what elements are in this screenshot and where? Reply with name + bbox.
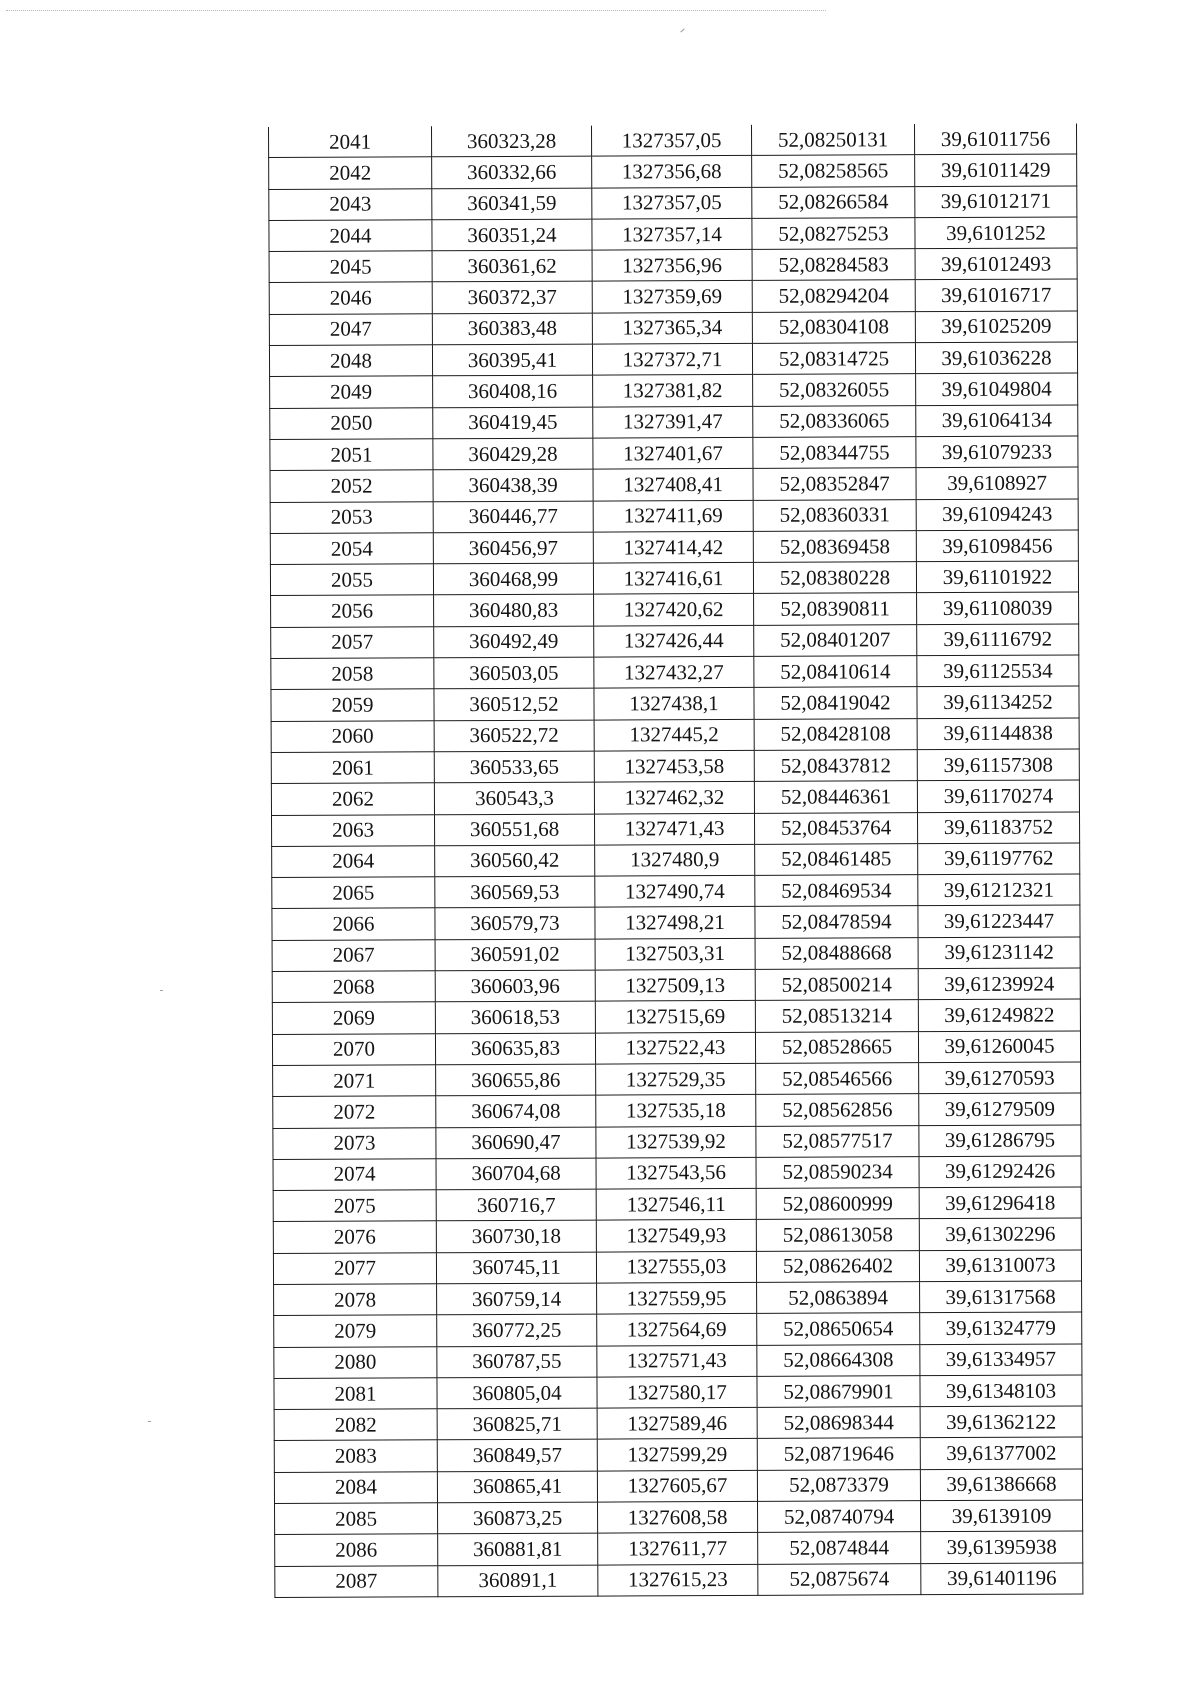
point-number-cell: 2048 xyxy=(269,345,432,377)
longitude-cell: 39,61012493 xyxy=(915,248,1077,280)
table-row xyxy=(274,1406,1082,1441)
y-coordinate-cell: 1327462,32 xyxy=(594,782,754,814)
scan-top-edge-line xyxy=(6,10,826,11)
scan-side-mark xyxy=(160,990,163,991)
y-coordinate-cell: 1327490,74 xyxy=(595,876,755,908)
latitude-cell: 52,08437812 xyxy=(754,750,917,782)
point-number-cell: 2062 xyxy=(271,783,434,815)
longitude-cell: 39,61279509 xyxy=(919,1093,1081,1125)
point-number-cell: 2069 xyxy=(272,1002,435,1034)
x-coordinate-cell: 360865,41 xyxy=(437,1471,597,1503)
longitude-cell: 39,61395938 xyxy=(921,1531,1083,1563)
latitude-cell: 52,08577517 xyxy=(756,1125,919,1157)
longitude-cell: 39,61286795 xyxy=(919,1124,1081,1156)
y-coordinate-cell: 1327589,46 xyxy=(597,1408,757,1440)
x-coordinate-cell: 360456,97 xyxy=(433,532,593,564)
point-number-cell: 2081 xyxy=(274,1378,437,1410)
point-number-cell: 2054 xyxy=(270,533,433,565)
table-row xyxy=(274,1375,1082,1410)
table-row xyxy=(274,1312,1082,1347)
x-coordinate-cell: 360591,02 xyxy=(435,939,595,971)
latitude-cell: 52,08360331 xyxy=(753,499,916,531)
latitude-cell: 52,08590234 xyxy=(756,1156,919,1188)
y-coordinate-cell: 1327401,67 xyxy=(593,437,753,469)
longitude-cell: 39,61049804 xyxy=(916,373,1078,405)
table-row xyxy=(272,905,1080,940)
longitude-cell: 39,61239924 xyxy=(918,968,1080,1000)
longitude-cell: 39,61094243 xyxy=(916,499,1078,531)
point-number-cell: 2071 xyxy=(273,1065,436,1097)
point-number-cell: 2066 xyxy=(272,908,435,940)
point-number-cell: 2074 xyxy=(273,1159,436,1191)
y-coordinate-cell: 1327357,05 xyxy=(591,125,751,156)
table-row xyxy=(269,186,1077,221)
x-coordinate-cell: 360569,53 xyxy=(435,876,595,908)
x-coordinate-cell: 360716,7 xyxy=(436,1189,596,1221)
table-row xyxy=(269,342,1077,377)
point-number-cell: 2058 xyxy=(271,658,434,690)
x-coordinate-cell: 360579,73 xyxy=(435,908,595,940)
latitude-cell: 52,08500214 xyxy=(755,969,918,1001)
latitude-cell: 52,08719646 xyxy=(757,1438,920,1470)
point-number-cell: 2060 xyxy=(271,720,434,752)
longitude-cell: 39,61157308 xyxy=(917,749,1079,781)
table-row xyxy=(269,248,1077,283)
longitude-cell: 39,61296418 xyxy=(919,1187,1081,1219)
table-row xyxy=(271,780,1079,815)
y-coordinate-cell: 1327372,71 xyxy=(592,343,752,375)
y-coordinate-cell: 1327356,68 xyxy=(592,156,752,188)
y-coordinate-cell: 1327559,95 xyxy=(597,1282,757,1314)
y-coordinate-cell: 1327445,2 xyxy=(594,719,754,751)
longitude-cell: 39,61292426 xyxy=(919,1156,1081,1188)
x-coordinate-cell: 360446,77 xyxy=(433,501,593,533)
point-number-cell: 2068 xyxy=(272,971,435,1003)
latitude-cell: 52,08284583 xyxy=(752,249,915,281)
point-number-cell: 2079 xyxy=(274,1315,437,1347)
y-coordinate-cell: 1327580,17 xyxy=(597,1376,757,1408)
y-coordinate-cell: 1327414,42 xyxy=(593,531,753,563)
y-coordinate-cell: 1327357,14 xyxy=(592,218,752,250)
longitude-cell: 39,61260045 xyxy=(918,1031,1080,1063)
table-row xyxy=(270,561,1078,596)
coordinates-table-body xyxy=(269,123,1083,1597)
y-coordinate-cell: 1327426,44 xyxy=(594,625,754,657)
latitude-cell: 52,08294204 xyxy=(752,280,915,312)
table-row xyxy=(270,499,1078,534)
latitude-cell: 52,08419042 xyxy=(754,687,917,719)
y-coordinate-cell: 1327411,69 xyxy=(593,500,753,532)
table-row xyxy=(273,1124,1081,1159)
x-coordinate-cell: 360372,37 xyxy=(432,282,592,314)
y-coordinate-cell: 1327608,58 xyxy=(598,1501,758,1533)
x-coordinate-cell: 360512,52 xyxy=(434,688,594,720)
latitude-cell: 52,08401207 xyxy=(754,624,917,656)
x-coordinate-cell: 360635,83 xyxy=(435,1033,595,1065)
x-coordinate-cell: 360603,96 xyxy=(435,970,595,1002)
x-coordinate-cell: 360351,24 xyxy=(432,219,592,251)
y-coordinate-cell: 1327611,77 xyxy=(598,1533,758,1565)
point-number-cell: 2084 xyxy=(274,1472,437,1504)
table-row xyxy=(273,1156,1081,1191)
latitude-cell: 52,08410614 xyxy=(754,656,917,688)
x-coordinate-cell: 360881,81 xyxy=(438,1533,598,1565)
scan-speck xyxy=(680,29,684,33)
longitude-cell: 39,61324779 xyxy=(920,1312,1082,1344)
x-coordinate-cell: 360655,86 xyxy=(436,1064,596,1096)
y-coordinate-cell: 1327529,35 xyxy=(596,1063,756,1095)
y-coordinate-cell: 1327365,34 xyxy=(592,312,752,344)
point-number-cell: 2061 xyxy=(271,752,434,784)
table-row xyxy=(270,405,1078,440)
table-row xyxy=(274,1437,1082,1472)
point-number-cell: 2046 xyxy=(269,282,432,314)
longitude-cell: 39,61144838 xyxy=(917,718,1079,750)
point-number-cell: 2072 xyxy=(273,1096,436,1128)
point-number-cell: 2075 xyxy=(273,1190,436,1222)
latitude-cell: 52,08679901 xyxy=(757,1376,920,1408)
longitude-cell: 39,61249822 xyxy=(918,999,1080,1031)
point-number-cell: 2051 xyxy=(270,439,433,471)
point-number-cell: 2064 xyxy=(272,846,435,878)
longitude-cell: 39,61334957 xyxy=(920,1344,1082,1376)
longitude-cell: 39,61317568 xyxy=(920,1281,1082,1313)
point-number-cell: 2053 xyxy=(270,501,433,533)
longitude-cell: 39,61011756 xyxy=(914,123,1076,155)
latitude-cell: 52,08488668 xyxy=(755,937,918,969)
x-coordinate-cell: 360383,48 xyxy=(432,313,592,345)
y-coordinate-cell: 1327599,29 xyxy=(597,1439,757,1471)
longitude-cell: 39,61170274 xyxy=(917,780,1079,812)
latitude-cell: 52,0875674 xyxy=(758,1563,921,1595)
latitude-cell: 52,08613058 xyxy=(756,1219,919,1251)
y-coordinate-cell: 1327356,96 xyxy=(592,250,752,282)
table-row xyxy=(270,373,1078,408)
longitude-cell: 39,61011429 xyxy=(915,154,1077,186)
y-coordinate-cell: 1327535,18 xyxy=(596,1095,756,1127)
latitude-cell: 52,08546566 xyxy=(756,1063,919,1095)
x-coordinate-cell: 360522,72 xyxy=(434,720,594,752)
latitude-cell: 52,08250131 xyxy=(751,124,914,156)
latitude-cell: 52,08478594 xyxy=(755,906,918,938)
point-number-cell: 2082 xyxy=(274,1409,437,1441)
x-coordinate-cell: 360480,83 xyxy=(434,595,594,627)
y-coordinate-cell: 1327416,61 xyxy=(593,563,753,595)
latitude-cell: 52,08626402 xyxy=(756,1250,919,1282)
table-row xyxy=(272,1031,1080,1066)
table-row xyxy=(270,436,1078,471)
point-number-cell: 2083 xyxy=(274,1440,437,1472)
point-number-cell: 2047 xyxy=(269,314,432,346)
y-coordinate-cell: 1327391,47 xyxy=(593,406,753,438)
x-coordinate-cell: 360551,68 xyxy=(435,814,595,846)
x-coordinate-cell: 360543,3 xyxy=(434,782,594,814)
y-coordinate-cell: 1327453,58 xyxy=(594,750,754,782)
y-coordinate-cell: 1327471,43 xyxy=(594,813,754,845)
table-row xyxy=(270,530,1078,565)
point-number-cell: 2070 xyxy=(272,1033,435,1065)
latitude-cell: 52,08650654 xyxy=(757,1313,920,1345)
x-coordinate-cell: 360759,14 xyxy=(437,1283,597,1315)
table-row xyxy=(271,624,1079,659)
longitude-cell: 39,61386668 xyxy=(920,1469,1082,1501)
x-coordinate-cell: 360341,59 xyxy=(432,188,592,220)
point-number-cell: 2045 xyxy=(269,251,432,283)
x-coordinate-cell: 360503,05 xyxy=(434,657,594,689)
latitude-cell: 52,08258565 xyxy=(752,155,915,187)
point-number-cell: 2067 xyxy=(272,939,435,971)
latitude-cell: 52,08266584 xyxy=(752,186,915,218)
table-row xyxy=(271,718,1079,753)
latitude-cell: 52,08528665 xyxy=(755,1031,918,1063)
x-coordinate-cell: 360533,65 xyxy=(434,751,594,783)
point-number-cell: 2078 xyxy=(274,1284,437,1316)
longitude-cell: 39,6108927 xyxy=(916,467,1078,499)
point-number-cell: 2073 xyxy=(273,1127,436,1159)
x-coordinate-cell: 360825,71 xyxy=(437,1408,597,1440)
table-row xyxy=(271,686,1079,721)
latitude-cell: 52,08698344 xyxy=(757,1407,920,1439)
x-coordinate-cell: 360690,47 xyxy=(436,1127,596,1159)
y-coordinate-cell: 1327498,21 xyxy=(595,907,755,939)
point-number-cell: 2063 xyxy=(272,814,435,846)
table-row xyxy=(269,154,1077,189)
latitude-cell: 52,08380228 xyxy=(753,562,916,594)
point-number-cell: 2085 xyxy=(275,1503,438,1535)
table-row xyxy=(275,1531,1083,1566)
latitude-cell: 52,08664308 xyxy=(757,1344,920,1376)
longitude-cell: 39,61101922 xyxy=(916,561,1078,593)
latitude-cell: 52,08428108 xyxy=(754,718,917,750)
x-coordinate-cell: 360849,57 xyxy=(437,1440,597,1472)
point-number-cell: 2041 xyxy=(269,126,432,158)
table-row xyxy=(272,999,1080,1034)
x-coordinate-cell: 360805,04 xyxy=(437,1377,597,1409)
point-number-cell: 2077 xyxy=(273,1252,436,1284)
latitude-cell: 52,08275253 xyxy=(752,218,915,250)
document-page xyxy=(268,123,1082,1597)
y-coordinate-cell: 1327381,82 xyxy=(593,375,753,407)
table-row xyxy=(269,279,1077,314)
point-number-cell: 2044 xyxy=(269,220,432,252)
scan-side-mark xyxy=(148,1421,151,1422)
longitude-cell: 39,61012171 xyxy=(915,186,1077,218)
x-coordinate-cell: 360787,55 xyxy=(437,1346,597,1378)
point-number-cell: 2043 xyxy=(269,188,432,220)
point-number-cell: 2052 xyxy=(270,470,433,502)
table-row xyxy=(272,968,1080,1003)
point-number-cell: 2050 xyxy=(270,407,433,439)
longitude-cell: 39,61302296 xyxy=(919,1218,1081,1250)
longitude-cell: 39,61036228 xyxy=(915,342,1077,374)
latitude-cell: 52,08304108 xyxy=(752,311,915,343)
longitude-cell: 39,61270593 xyxy=(919,1062,1081,1094)
longitude-cell: 39,61079233 xyxy=(916,436,1078,468)
x-coordinate-cell: 360730,18 xyxy=(436,1220,596,1252)
longitude-cell: 39,61362122 xyxy=(920,1406,1082,1438)
table-row xyxy=(272,874,1080,909)
longitude-cell: 39,61377002 xyxy=(920,1437,1082,1469)
point-number-cell: 2087 xyxy=(275,1565,438,1597)
y-coordinate-cell: 1327432,27 xyxy=(594,656,754,688)
table-row xyxy=(269,311,1077,346)
x-coordinate-cell: 360468,99 xyxy=(433,563,593,595)
longitude-cell: 39,61348103 xyxy=(920,1375,1082,1407)
longitude-cell: 39,61108039 xyxy=(917,592,1079,624)
table-row xyxy=(274,1344,1082,1379)
longitude-cell: 39,61098456 xyxy=(916,530,1078,562)
x-coordinate-cell: 360323,28 xyxy=(431,126,591,157)
point-number-cell: 2055 xyxy=(270,564,433,596)
y-coordinate-cell: 1327408,41 xyxy=(593,469,753,501)
table-row xyxy=(274,1281,1082,1316)
x-coordinate-cell: 360873,25 xyxy=(438,1502,598,1534)
y-coordinate-cell: 1327359,69 xyxy=(592,281,752,313)
y-coordinate-cell: 1327555,03 xyxy=(596,1251,756,1283)
point-number-cell: 2080 xyxy=(274,1346,437,1378)
longitude-cell: 39,61016717 xyxy=(915,279,1077,311)
latitude-cell: 52,08600999 xyxy=(756,1188,919,1220)
longitude-cell: 39,6101252 xyxy=(915,217,1077,249)
y-coordinate-cell: 1327564,69 xyxy=(597,1314,757,1346)
latitude-cell: 52,0874844 xyxy=(758,1532,921,1564)
y-coordinate-cell: 1327571,43 xyxy=(597,1345,757,1377)
longitude-cell: 39,6139109 xyxy=(921,1500,1083,1532)
longitude-cell: 39,61212321 xyxy=(918,874,1080,906)
table-row xyxy=(273,1187,1081,1222)
y-coordinate-cell: 1327509,13 xyxy=(595,969,755,1001)
table-row xyxy=(272,843,1080,878)
x-coordinate-cell: 360772,25 xyxy=(437,1314,597,1346)
point-number-cell: 2076 xyxy=(273,1221,436,1253)
coordinates-table xyxy=(268,123,1083,1597)
x-coordinate-cell: 360674,08 xyxy=(436,1095,596,1127)
table-row xyxy=(270,467,1078,502)
x-coordinate-cell: 360332,66 xyxy=(432,156,592,188)
longitude-cell: 39,61183752 xyxy=(917,811,1079,843)
y-coordinate-cell: 1327420,62 xyxy=(594,594,754,626)
latitude-cell: 52,08352847 xyxy=(753,468,916,500)
x-coordinate-cell: 360438,39 xyxy=(433,469,593,501)
point-number-cell: 2065 xyxy=(272,877,435,909)
x-coordinate-cell: 360891,1 xyxy=(438,1565,598,1597)
table-row xyxy=(269,217,1077,252)
latitude-cell: 52,08513214 xyxy=(755,1000,918,1032)
table-row xyxy=(273,1250,1081,1285)
y-coordinate-cell: 1327615,23 xyxy=(598,1564,758,1596)
latitude-cell: 52,08314725 xyxy=(752,343,915,375)
x-coordinate-cell: 360745,11 xyxy=(436,1252,596,1284)
longitude-cell: 39,61125534 xyxy=(917,655,1079,687)
table-row xyxy=(275,1500,1083,1535)
x-coordinate-cell: 360429,28 xyxy=(433,438,593,470)
latitude-cell: 52,08326055 xyxy=(753,374,916,406)
point-number-cell: 2042 xyxy=(269,157,432,189)
table-row xyxy=(273,1062,1081,1097)
table-row xyxy=(273,1218,1081,1253)
point-number-cell: 2086 xyxy=(275,1534,438,1566)
table-row xyxy=(271,655,1079,690)
table-row xyxy=(273,1093,1081,1128)
table-row xyxy=(272,811,1080,846)
point-number-cell: 2057 xyxy=(271,627,434,659)
longitude-cell: 39,61134252 xyxy=(917,686,1079,718)
y-coordinate-cell: 1327480,9 xyxy=(595,844,755,876)
table-row xyxy=(269,123,1077,157)
y-coordinate-cell: 1327539,92 xyxy=(596,1126,756,1158)
latitude-cell: 52,08453764 xyxy=(754,812,917,844)
longitude-cell: 39,61310073 xyxy=(919,1250,1081,1282)
table-row xyxy=(271,592,1079,627)
y-coordinate-cell: 1327605,67 xyxy=(597,1470,757,1502)
point-number-cell: 2059 xyxy=(271,689,434,721)
latitude-cell: 52,08344755 xyxy=(753,437,916,469)
latitude-cell: 52,0873379 xyxy=(757,1469,920,1501)
y-coordinate-cell: 1327546,11 xyxy=(596,1188,756,1220)
x-coordinate-cell: 360618,53 xyxy=(435,1001,595,1033)
latitude-cell: 52,0863894 xyxy=(757,1282,920,1314)
x-coordinate-cell: 360361,62 xyxy=(432,250,592,282)
latitude-cell: 52,08740794 xyxy=(758,1501,921,1533)
longitude-cell: 39,61401196 xyxy=(921,1563,1083,1595)
x-coordinate-cell: 360704,68 xyxy=(436,1158,596,1190)
table-row xyxy=(275,1563,1083,1598)
y-coordinate-cell: 1327438,1 xyxy=(594,688,754,720)
latitude-cell: 52,08336065 xyxy=(753,405,916,437)
table-row xyxy=(272,937,1080,972)
longitude-cell: 39,61064134 xyxy=(916,405,1078,437)
latitude-cell: 52,08562856 xyxy=(756,1094,919,1126)
longitude-cell: 39,61197762 xyxy=(918,843,1080,875)
x-coordinate-cell: 360419,45 xyxy=(433,407,593,439)
point-number-cell: 2056 xyxy=(271,595,434,627)
latitude-cell: 52,08390811 xyxy=(754,593,917,625)
longitude-cell: 39,61025209 xyxy=(915,311,1077,343)
x-coordinate-cell: 360560,42 xyxy=(435,845,595,877)
table-row xyxy=(274,1469,1082,1504)
y-coordinate-cell: 1327357,05 xyxy=(592,187,752,219)
x-coordinate-cell: 360395,41 xyxy=(432,344,592,376)
y-coordinate-cell: 1327543,56 xyxy=(596,1157,756,1189)
latitude-cell: 52,08369458 xyxy=(753,531,916,563)
y-coordinate-cell: 1327503,31 xyxy=(595,938,755,970)
latitude-cell: 52,08461485 xyxy=(755,844,918,876)
y-coordinate-cell: 1327549,93 xyxy=(596,1220,756,1252)
longitude-cell: 39,61223447 xyxy=(918,905,1080,937)
longitude-cell: 39,61116792 xyxy=(917,624,1079,656)
table-row xyxy=(271,749,1079,784)
point-number-cell: 2049 xyxy=(270,376,433,408)
latitude-cell: 52,08446361 xyxy=(754,781,917,813)
x-coordinate-cell: 360408,16 xyxy=(433,375,593,407)
y-coordinate-cell: 1327515,69 xyxy=(595,1001,755,1033)
latitude-cell: 52,08469534 xyxy=(755,875,918,907)
x-coordinate-cell: 360492,49 xyxy=(434,626,594,658)
y-coordinate-cell: 1327522,43 xyxy=(595,1032,755,1064)
longitude-cell: 39,61231142 xyxy=(918,937,1080,969)
